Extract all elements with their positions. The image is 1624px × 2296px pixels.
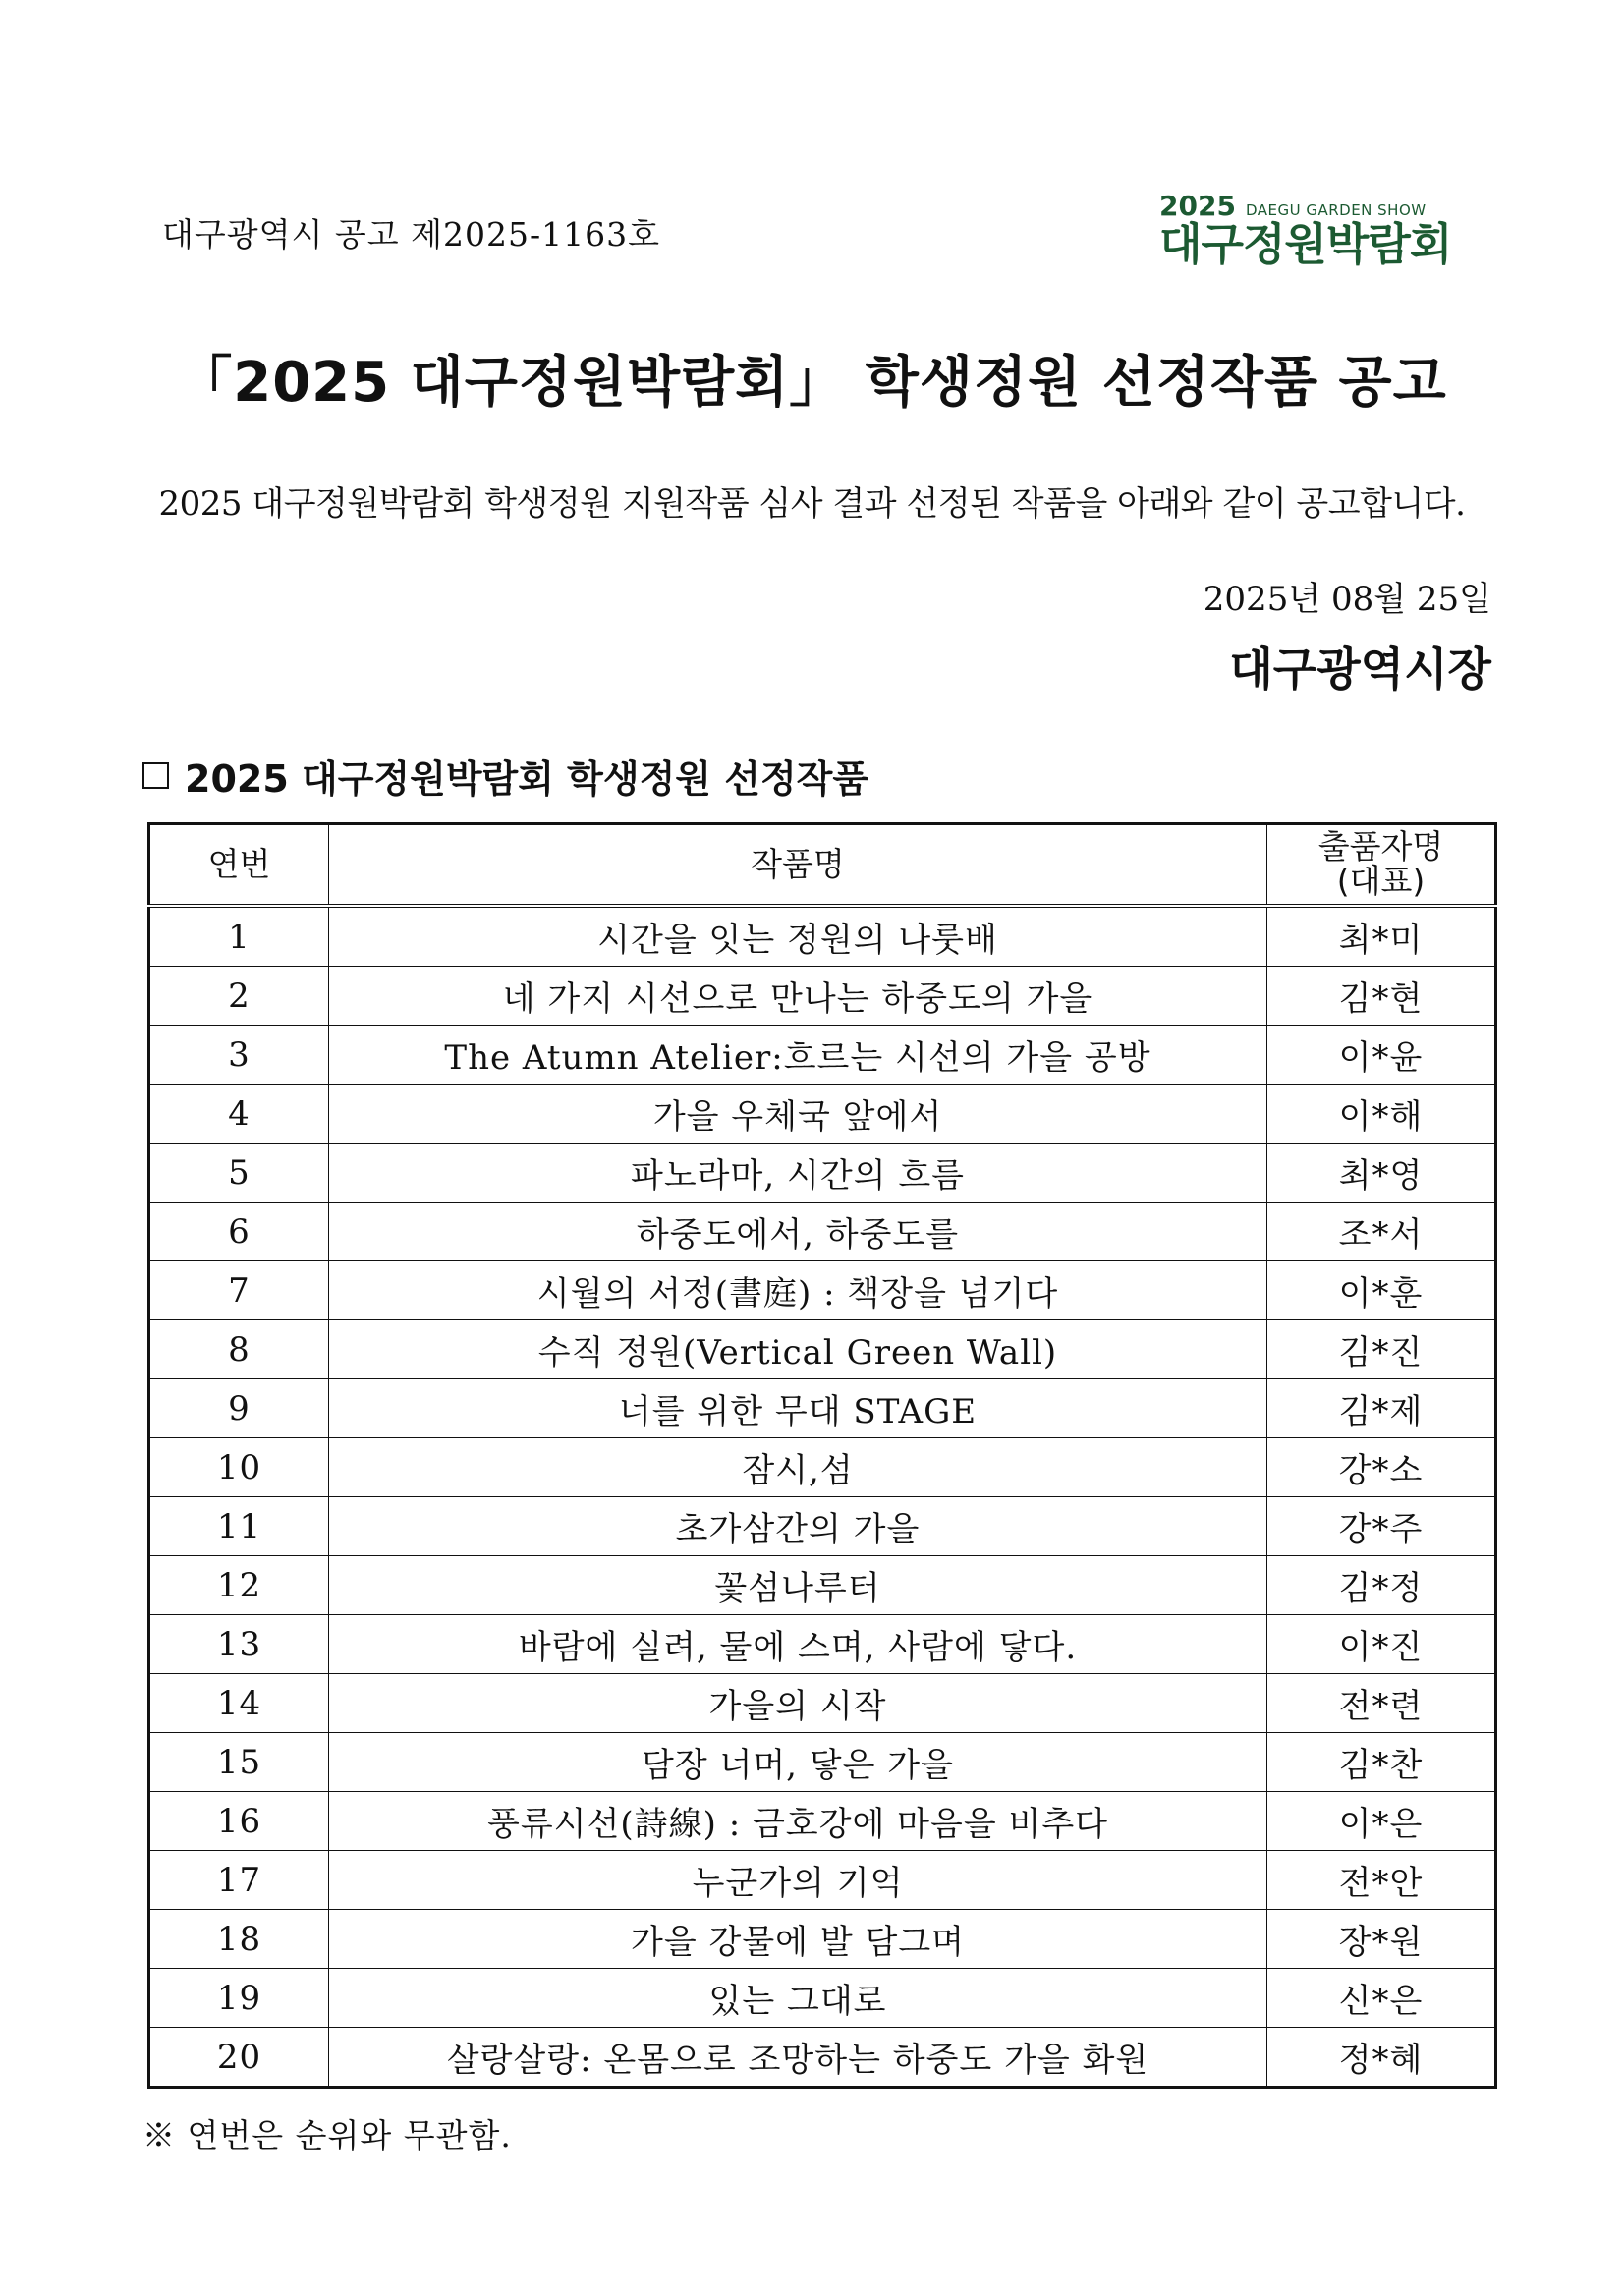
cell-author: 김*현: [1267, 967, 1496, 1026]
cell-title: 시간을 잇는 정원의 나룻배: [329, 906, 1267, 967]
cell-title: The Atumn Atelier:흐르는 시선의 가을 공방: [329, 1026, 1267, 1085]
table-row: [149, 1203, 1496, 1261]
cell-title: 풍류시선(詩線) : 금호강에 마음을 비추다: [329, 1792, 1267, 1851]
cell-no: 4: [149, 1085, 329, 1144]
cell-no: 10: [149, 1438, 329, 1497]
cell-author: 김*진: [1267, 1320, 1496, 1379]
intro-text: 2025 대구정원박람회 학생정원 지원작품 심사 결과 선정된 작품을 아래와 같이 공고합니다.: [158, 484, 1466, 524]
cell-author: 조*서: [1267, 1203, 1496, 1261]
cell-title: 수직 정원(Vertical Green Wall): [329, 1320, 1267, 1379]
cell-no: 13: [149, 1615, 329, 1674]
cell-no: 6: [149, 1203, 329, 1261]
footnote: ※ 연번은 순위와 무관함.: [142, 2116, 512, 2155]
cell-author: 이*윤: [1267, 1026, 1496, 1085]
selected-works-table: [147, 822, 1497, 2089]
cell-no: 16: [149, 1792, 329, 1851]
header-author: [1267, 824, 1496, 907]
notice-number: 대구광역시 공고 제2025-1163호: [162, 215, 660, 253]
table-body: [149, 906, 1496, 2088]
cell-title: 있는 그대로: [329, 1969, 1267, 2028]
cell-author: 최*영: [1267, 1144, 1496, 1203]
cell-no: 19: [149, 1969, 329, 2028]
cell-no: 5: [149, 1144, 329, 1203]
logo-name: 대구정원박람회: [1159, 218, 1452, 270]
cell-title: 바람에 실려, 물에 스며, 사람에 닿다.: [329, 1615, 1267, 1674]
cell-no: 1: [149, 906, 329, 967]
signer: 대구광역시장: [1229, 643, 1491, 696]
table-row: [149, 1144, 1496, 1203]
table-row: [149, 1615, 1496, 1674]
section-heading-text: 2025 대구정원박람회 학생정원 선정작품: [185, 757, 869, 801]
cell-title: 파노라마, 시간의 흐름: [329, 1144, 1267, 1203]
cell-author: 전*안: [1267, 1851, 1496, 1910]
table-row: [149, 1674, 1496, 1733]
header-title: 작품명: [329, 824, 1267, 907]
cell-author: 강*주: [1267, 1497, 1496, 1556]
cell-no: 12: [149, 1556, 329, 1615]
table-row: [149, 1438, 1496, 1497]
section-heading: [142, 749, 868, 803]
table-row: [149, 1497, 1496, 1556]
cell-no: 17: [149, 1851, 329, 1910]
table-row: [149, 1320, 1496, 1379]
cell-author: 전*련: [1267, 1674, 1496, 1733]
cell-author: 이*진: [1267, 1615, 1496, 1674]
cell-no: 11: [149, 1497, 329, 1556]
cell-no: 2: [149, 967, 329, 1026]
cell-title: 초가삼간의 가을: [329, 1497, 1267, 1556]
cell-author: 강*소: [1267, 1438, 1496, 1497]
cell-no: 7: [149, 1261, 329, 1320]
table-header-row: [149, 824, 1496, 907]
table-row: [149, 906, 1496, 967]
cell-title: 네 가지 시선으로 만나는 하중도의 가을: [329, 967, 1267, 1026]
logo-year: 2025: [1159, 190, 1236, 222]
cell-title: 가을의 시작: [329, 1674, 1267, 1733]
logo-subtitle: DAEGU GARDEN SHOW: [1245, 201, 1427, 219]
cell-author: 이*은: [1267, 1792, 1496, 1851]
table-row: [149, 1026, 1496, 1085]
cell-author: 이*해: [1267, 1085, 1496, 1144]
table-row: [149, 1379, 1496, 1438]
table-row: [149, 1085, 1496, 1144]
cell-no: 9: [149, 1379, 329, 1438]
header-no: 연번: [149, 824, 329, 907]
cell-title: 하중도에서, 하중도를: [329, 1203, 1267, 1261]
cell-author: 김*찬: [1267, 1733, 1496, 1792]
table-row: [149, 967, 1496, 1026]
cell-author: 장*원: [1267, 1910, 1496, 1969]
cell-title: 누군가의 기억: [329, 1851, 1267, 1910]
cell-no: 15: [149, 1733, 329, 1792]
cell-no: 20: [149, 2028, 329, 2088]
table-row: [149, 2028, 1496, 2088]
cell-no: 18: [149, 1910, 329, 1969]
page-title: 「2025 대구정원박람회」 학생정원 선정작품 공고: [177, 351, 1447, 415]
table-row: [149, 1792, 1496, 1851]
cell-author: 김*제: [1267, 1379, 1496, 1438]
cell-title: 담장 너머, 닿은 가을: [329, 1733, 1267, 1792]
header-author-line2: (대표): [1336, 862, 1426, 900]
cell-title: 살랑살랑: 온몸으로 조망하는 하중도 가을 화원: [329, 2028, 1267, 2088]
table-row: [149, 1261, 1496, 1320]
header-author-line1: 출품자명: [1317, 827, 1444, 867]
selected-works-table-wrap: [147, 822, 1494, 2089]
checkbox-square-icon: [142, 762, 169, 789]
cell-no: 14: [149, 1674, 329, 1733]
garden-show-logo: [1159, 190, 1474, 271]
notice-date: 2025년 08월 25일: [1203, 580, 1491, 619]
cell-author: 이*훈: [1267, 1261, 1496, 1320]
cell-title: 꽃섬나루터: [329, 1556, 1267, 1615]
cell-no: 8: [149, 1320, 329, 1379]
cell-title: 가을 우체국 앞에서: [329, 1085, 1267, 1144]
table-row: [149, 1969, 1496, 2028]
cell-title: 시월의 서정(書庭) : 책장을 넘기다: [329, 1261, 1267, 1320]
table-row: [149, 1910, 1496, 1969]
table-row: [149, 1556, 1496, 1615]
cell-title: 잠시,섬: [329, 1438, 1267, 1497]
cell-author: 김*정: [1267, 1556, 1496, 1615]
table-row: [149, 1733, 1496, 1792]
cell-author: 정*혜: [1267, 2028, 1496, 2088]
cell-title: 너를 위한 무대 STAGE: [329, 1379, 1267, 1438]
table-row: [149, 1851, 1496, 1910]
cell-no: 3: [149, 1026, 329, 1085]
cell-author: 최*미: [1267, 906, 1496, 967]
cell-author: 신*은: [1267, 1969, 1496, 2028]
cell-title: 가을 강물에 발 담그며: [329, 1910, 1267, 1969]
